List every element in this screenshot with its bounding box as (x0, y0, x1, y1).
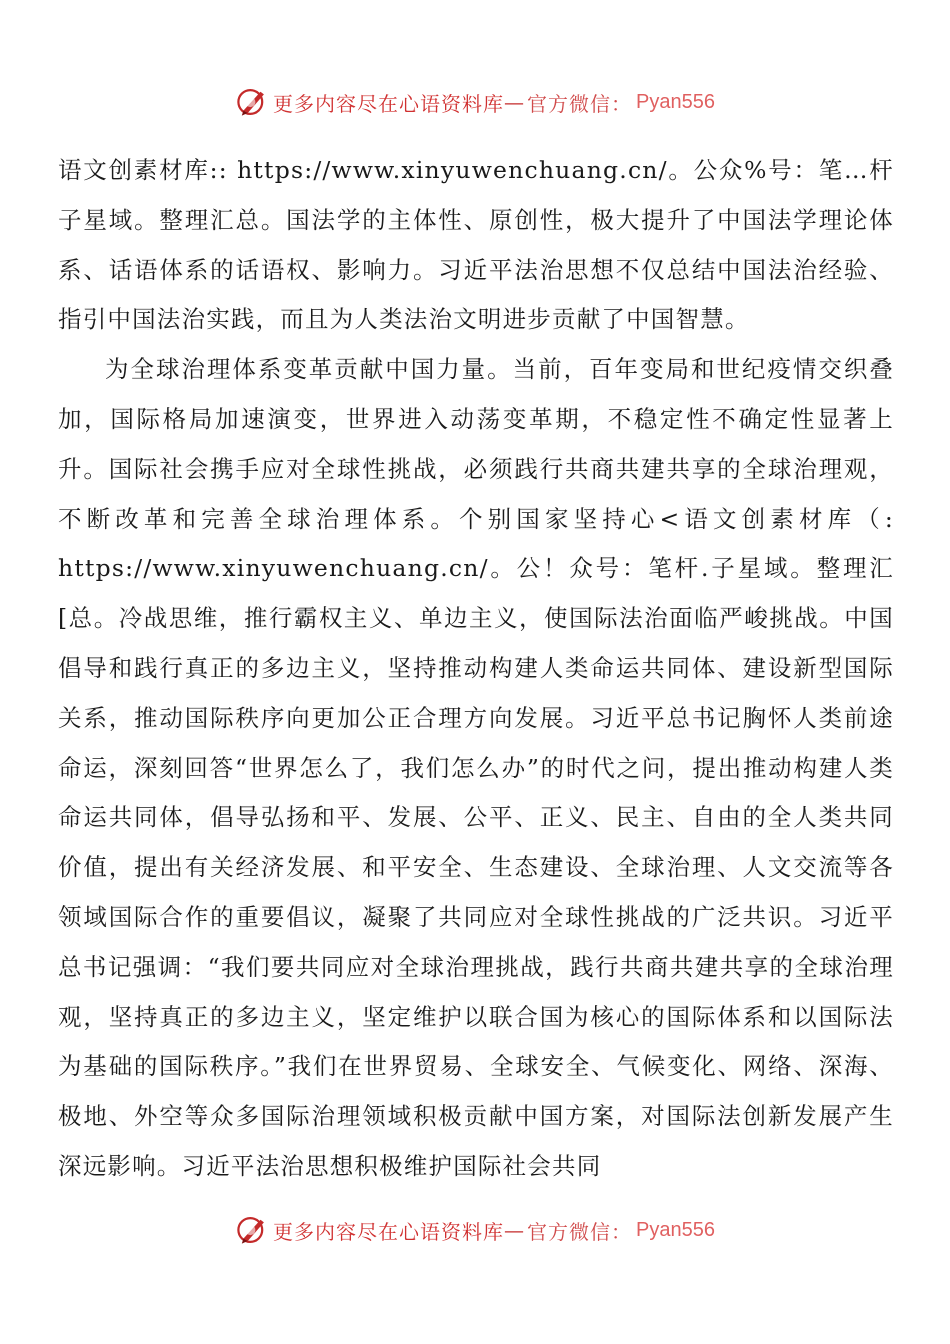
header-dash: — (504, 90, 526, 114)
header-banner (0, 80, 950, 124)
pen-logo-icon (235, 85, 269, 119)
header-brand-text: 更多内容尽在心语资料库 (273, 91, 505, 116)
paragraph-2: 为全球治理体系变革贡献中国力量。当前，百年变局和世纪疫情交织叠加，国际格局加速演变，世界进入动荡变革期，不稳定性不确定性显著上升。国际社会携手应对全球性挑战，必须践行共商共建共享的全球治理观，不断改革和完善全球治理体系。个别国家坚持心<语文创素材库（: https://www.xinyuwenchuang.cn/。公！众号：笔杆.子星域。整理汇[总。冷战思维，推行霸权主义、单边主义，使国际法治面临严峻挑战。中国倡导和践行真正的多边主义，坚持推动构建人类命运共同体、建设新型国际关系，推动国际秩序向更加公正合理方向发展。习近平总书记胸怀人类前途命运，深刻回答“世界怎么了，我们怎么办”的时代之问，提出推动构建人类命运共同体，倡导弘扬和平、发展、公平、正义、民主、自由的全人类共同价值，提出有关经济发展、和平安全、生态建设、全球治理、人文交流等各领域国际合作的重要倡议，凝聚了共同应对全球性挑战的广泛共识。习近平总书记强调：“我们要共同应对全球治理挑战，践行共商共建共享的全球治理观，坚持真正的多边主义，坚定维护以联合国为核心的国际体系和以国际法为基础的国际秩序。”我们在世界贸易、全球安全、气候变化、网络、深海、极地、外空等众多国际治理领域积极贡献中国方案，对国际法创新发展产生深远影响。习近平法治思想积极维护国际社会共同 (58, 355, 894, 1180)
header-wechat-id: Pyan556 (636, 90, 715, 113)
document-body (58, 146, 894, 1192)
footer-brand-text: 更多内容尽在心语资料库 (273, 1219, 505, 1244)
paragraph-1: 语文创素材库:: https://www.xinyuwenchuang.cn/。公众%号：笔…杆子星域。整理汇总。国法学的主体性、原创性，极大提升了中国法学理论体系、话语体系的话语权、影响力。习近平法治思想不仅总结中国法治经验、指引中国法治实践，而且为人类法治文明进步贡献了中国智慧。 (58, 156, 894, 334)
footer-wechat-label: 官方微信： (527, 1219, 633, 1244)
footer-wechat-id: Pyan556 (636, 1218, 715, 1241)
header-wechat-label: 官方微信： (527, 91, 633, 116)
footer-banner (0, 1208, 950, 1252)
pen-logo-icon (235, 1213, 269, 1247)
footer-dash: — (504, 1218, 526, 1242)
